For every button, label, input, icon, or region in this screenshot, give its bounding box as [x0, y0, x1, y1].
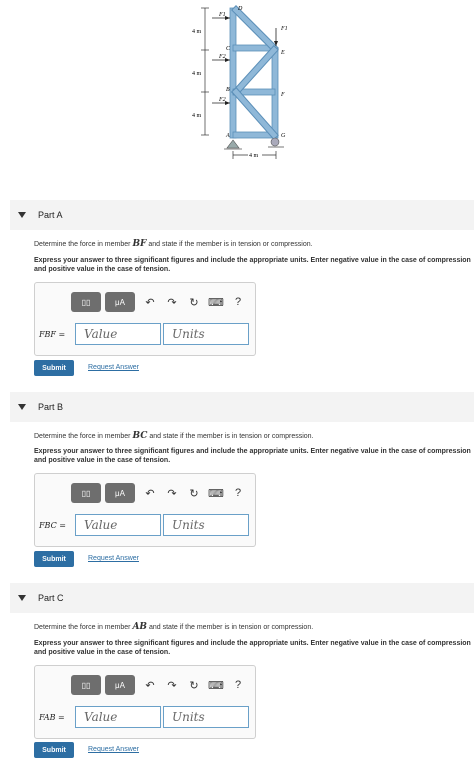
reset-icon[interactable]: ↻	[189, 296, 199, 309]
label-F1-left: F1	[219, 12, 226, 18]
answer-label: FBC =	[39, 521, 66, 530]
part-b-request-answer-link[interactable]: Request Answer	[88, 555, 139, 562]
truss-figure	[0, 0, 474, 170]
templates-button[interactable]: ▯▯	[71, 292, 101, 312]
support-G	[271, 138, 279, 146]
help-icon[interactable]: ?	[234, 679, 242, 691]
templates-button[interactable]: ▯▯	[71, 483, 101, 503]
label-F: F	[281, 92, 285, 98]
units-input[interactable]: Units	[163, 323, 249, 345]
part-c-title: Part C	[38, 593, 64, 603]
part-b-title: Part B	[38, 402, 64, 412]
label-B: B	[226, 87, 230, 93]
math-toolbar	[71, 675, 249, 695]
help-icon[interactable]: ?	[234, 296, 242, 308]
member-name: BF	[132, 239, 147, 249]
collapse-triangle-icon[interactable]	[18, 595, 26, 601]
part-c-submit-button[interactable]: Submit	[34, 742, 74, 758]
redo-icon[interactable]: ↷	[167, 487, 177, 500]
math-toolbar	[71, 292, 249, 312]
part-a-submit-button[interactable]: Submit	[34, 360, 74, 376]
collapse-triangle-icon[interactable]	[18, 212, 26, 218]
part-a-instruction: Express your answer to three significant figures and include the appropriate units. Enter negative value in the case of compression and positive value in the case of tension.	[34, 257, 471, 273]
undo-icon[interactable]: ↶	[145, 679, 155, 692]
part-a-title: Part A	[38, 210, 63, 220]
redo-icon[interactable]: ↷	[167, 296, 177, 309]
member-name: BC	[132, 431, 148, 441]
undo-icon[interactable]: ↶	[145, 296, 155, 309]
part-b-question: Determine the force in member BC and state if the member is in tension or compression.	[34, 431, 314, 441]
keyboard-icon[interactable]: ⌨	[208, 296, 224, 309]
part-b-header[interactable]	[10, 392, 474, 422]
member-left-vertical	[230, 8, 236, 138]
support-A	[227, 140, 239, 148]
answer-label: FBF =	[39, 330, 66, 339]
part-a-request-answer-link[interactable]: Request Answer	[88, 364, 139, 371]
value-input[interactable]: Value	[75, 706, 161, 728]
part-c-header[interactable]	[10, 583, 474, 613]
member-name: AB	[132, 622, 148, 632]
part-a-question: Determine the force in member BF and state if the member is in tension or compression.	[34, 239, 313, 249]
keyboard-icon[interactable]: ⌨	[208, 679, 224, 692]
greek-symbols-button[interactable]: μA	[105, 292, 135, 312]
label-F2-bottom: F2	[219, 97, 226, 103]
answer-label: FAB =	[39, 713, 65, 722]
label-E: E	[281, 50, 285, 56]
math-toolbar	[71, 483, 249, 503]
help-icon[interactable]: ?	[234, 487, 242, 499]
label-F1-right: F1	[281, 26, 288, 32]
value-input[interactable]: Value	[75, 514, 161, 536]
greek-symbols-button[interactable]: μA	[105, 675, 135, 695]
undo-icon[interactable]: ↶	[145, 487, 155, 500]
units-input[interactable]: Units	[163, 706, 249, 728]
value-input[interactable]: Value	[75, 323, 161, 345]
greek-symbols-button[interactable]: μA	[105, 483, 135, 503]
label-G: G	[281, 133, 286, 139]
dim-label-1: 4 m	[192, 29, 202, 35]
collapse-triangle-icon[interactable]	[18, 404, 26, 410]
part-c-instruction: Express your answer to three significant figures and include the appropriate units. Enter negative value in the case of compression and positive value in the case of tension.	[34, 640, 471, 656]
reset-icon[interactable]: ↻	[189, 487, 199, 500]
dim-label-2: 4 m	[192, 71, 202, 77]
part-a-answer-box	[34, 282, 256, 356]
redo-icon[interactable]: ↷	[167, 679, 177, 692]
part-c-answer-box	[34, 665, 256, 739]
label-C: C	[226, 46, 231, 52]
part-c-request-answer-link[interactable]: Request Answer	[88, 746, 139, 753]
templates-button[interactable]: ▯▯	[71, 675, 101, 695]
truss-diagram	[0, 0, 474, 170]
label-D: D	[238, 6, 243, 12]
dim-label-bottom: 4 m	[249, 153, 259, 159]
part-c-question: Determine the force in member AB and state if the member is in tension or compression.	[34, 622, 314, 632]
label-F2-top: F2	[219, 54, 226, 60]
part-a-header[interactable]	[10, 200, 474, 230]
dim-label-3: 4 m	[192, 113, 202, 119]
keyboard-icon[interactable]: ⌨	[208, 487, 224, 500]
label-A: A	[226, 133, 230, 139]
part-b-instruction: Express your answer to three significant figures and include the appropriate units. Enter negative value in the case of compression and positive value in the case of tension.	[34, 448, 471, 464]
part-b-submit-button[interactable]: Submit	[34, 551, 74, 567]
units-input[interactable]: Units	[163, 514, 249, 536]
part-b-answer-box	[34, 473, 256, 547]
reset-icon[interactable]: ↻	[189, 679, 199, 692]
